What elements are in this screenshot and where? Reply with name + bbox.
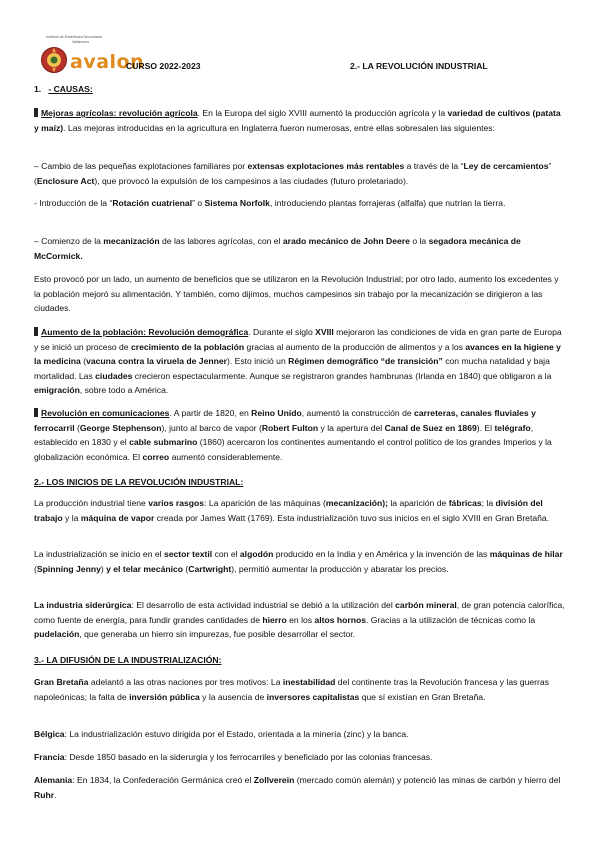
bold-text: inversores capitalistas [266, 691, 360, 702]
bold-text: inestabilidad [282, 677, 336, 687]
bold-text: La industria siderúrgica [34, 600, 132, 610]
bold-text: fábricas [448, 498, 482, 508]
text: . En la Europa del siglo XVIII aumentó la producción agrícola y la [197, 108, 448, 118]
brand-logo: avalon [70, 51, 145, 73]
text: ), que provocó la expulsión de los campesinos a las ciudades (futuro proletariado). [94, 175, 409, 186]
text: creada por James Watt (1769). Esta industrialización tuvo sus inicios en el siglo XVIII en Gran Bretaña. [154, 512, 550, 523]
paragraph-rotacion [34, 196, 566, 211]
bold-text: Reino Unido [251, 408, 302, 418]
paragraph-mecanizacion [34, 234, 566, 263]
bold-text: Régimen demográfico “de transición” [288, 356, 443, 367]
bold-text: mecanización [103, 236, 160, 246]
bold-text: algodón [239, 549, 274, 559]
text: . Gracias a la utilización de técnicas como la [366, 614, 536, 625]
bold-text: altos hornos [314, 614, 367, 625]
text: ( [183, 563, 189, 574]
text: : Desde 1850 basado en la siderurgia y los ferrocarriles y beneficiado por las colonias francesas. [64, 752, 433, 762]
text: ), junto al barco de vapor ( [161, 422, 262, 433]
text: gracias al aumento de la producción de alimentos y a los [244, 341, 466, 352]
section-number: 1. [34, 84, 42, 94]
text: - Introducción de la “ [34, 198, 113, 208]
subheading: Revolución en comunicaciones [41, 408, 170, 418]
unit-title: 2.- LA REVOLUCIÓN INDUSTRIAL [350, 61, 488, 71]
school-line-2: Valdemoro [72, 39, 90, 44]
bold-text: máquina de vapor [80, 512, 155, 523]
paragraph-belgica [34, 727, 566, 742]
text: , de gran potencia calorífica, como fuente de energía, para fundir grandes cantidades de [34, 600, 565, 625]
bold-text: segadora mecánica de McCormick. [34, 236, 521, 261]
bold-text: XVIII [315, 327, 334, 337]
text: o la [409, 236, 429, 246]
paragraph-consecuencias [34, 272, 566, 316]
bold-text: Francia [34, 752, 65, 762]
bold-text: ciudades [95, 370, 133, 381]
bold-text: Ruhr [34, 789, 55, 800]
bold-text: extensas explotaciones más rentables [247, 161, 405, 171]
paragraph-cercamientos [34, 159, 566, 188]
bold-text: Spinning Jenny [36, 563, 101, 574]
text: ). Esto inició un [226, 356, 289, 367]
bold-text: máquinas de hilar [489, 549, 563, 559]
bold-text: telégrafo [494, 422, 531, 433]
text: del continente tras la Revolución francesa y las guerras napoleónicas; la falta de [34, 677, 549, 702]
text: en los [286, 614, 315, 625]
text: la aparición de [388, 498, 449, 508]
text: : La aparición de las máquinas ( [204, 498, 326, 508]
text: ” ( [34, 161, 552, 186]
text: ( [34, 563, 37, 574]
paragraph-mejoras-agricolas [34, 106, 566, 135]
text: y la ausencia de [199, 691, 267, 702]
bold-text: división del trabajo [34, 498, 543, 523]
text: de las labores agrícolas, con el [159, 236, 283, 246]
bold-text: Sistema Norfolk [204, 198, 270, 208]
text: . [54, 789, 57, 800]
text: La industrialización se inicio en el [34, 549, 164, 559]
bold-text: sector textil [163, 549, 213, 559]
text: (1860) acercaron los continentes aumentando el control político de los grandes Imperios y la globalización económica. El [34, 437, 552, 462]
bold-text: hierro [262, 614, 287, 625]
text: , introduciendo plantas forrajeras (alfalfa) que nutrían la tierra. [269, 198, 506, 208]
text: La producción industrial tiene [34, 498, 149, 508]
section-heading-causas [34, 82, 566, 97]
text: ) [100, 563, 107, 574]
bullet-icon [34, 408, 38, 417]
paragraph-rasgos [34, 496, 566, 525]
text: – Comienzo de la [34, 236, 104, 246]
bold-text: Rotación cuatrienal [112, 198, 193, 208]
bold-text: Enclosure Act [36, 175, 95, 186]
paragraph-francia [34, 750, 566, 765]
text: producido en la India y en América y la invención de las [273, 549, 490, 559]
text: , que generaba un hierro sin impurezas, fue posible desarrollar el sector. [79, 629, 356, 640]
text: . A partir de 1820, en [169, 408, 252, 418]
bold-text: Ley de cercamientos [463, 161, 549, 171]
bold-text: Robert Fulton [261, 422, 319, 433]
section-title: - CAUSAS: [48, 84, 93, 94]
text: a través de la “ [404, 161, 464, 171]
paragraph-gran-bretana [34, 675, 566, 704]
school-name [46, 35, 136, 44]
paragraph-sector-textil [34, 547, 566, 576]
bold-text: arado mecánico de John Deere [282, 236, 410, 246]
bold-text: variedad de cultivos (patata y maíz) [34, 108, 561, 133]
bold-text: emigración [34, 385, 80, 396]
section-heading-inicios [34, 475, 566, 490]
bold-text: y el telar mecánico [106, 563, 184, 574]
subheading: Aumento de la población: Revolución demográfica [41, 327, 249, 337]
text: y la [62, 512, 81, 523]
school-logo-icon [40, 46, 68, 74]
text: , sobre todo a América. [79, 385, 169, 396]
text: ; la [481, 498, 496, 508]
paragraph-alemania [34, 773, 566, 802]
bold-text: Alemania [34, 775, 73, 785]
bold-text: crecimiento de la población [130, 341, 245, 352]
text: : La industrialización estuvo dirigida por el Estado, orientada a la minería (zinc) y la banca. [64, 729, 409, 739]
text: ( [74, 422, 80, 433]
text: ), permitió aumentar la producción y abaratar los precios. [231, 563, 449, 574]
text: – Cambio de las pequeñas explotaciones familiares por [34, 161, 248, 171]
bold-text: inversión pública [129, 691, 200, 702]
bold-text: George Stephenson [79, 422, 162, 433]
text: crecieron espectacularmente. Aunque se registraron grandes hambrunas (Irlanda en 1840) que obligaron a la [132, 370, 552, 381]
bold-text: pudelación [34, 629, 80, 640]
text: , aumentó la construcción de [301, 408, 415, 418]
bold-text: carreteras, canales fluviales y ferrocarril [34, 408, 536, 433]
bullet-icon [34, 108, 38, 117]
subheading: Mejoras agrícolas: revolución agrícola [41, 108, 198, 118]
paragraph-revolucion-demografica [34, 325, 566, 398]
text: aumentó considerablemente. [169, 451, 283, 462]
course-year: CURSO 2022-2023 [126, 61, 201, 71]
text: : El desarrollo de esta actividad industrial se debió a la utilización del [131, 600, 396, 610]
bold-text: correo [142, 451, 170, 462]
text: : En 1834, la Confederación Germánica creó el [72, 775, 254, 785]
text: con mucha natalidad y baja mortalidad. Las [34, 356, 550, 381]
text: . Las mejoras introducidas en la agricultura en Inglaterra fueron numerosas, entre ellas sobresalen las siguientes: [63, 122, 495, 133]
bullet-icon [34, 327, 38, 336]
text: , establecido en 1830 y el [34, 422, 534, 448]
bold-text: avances en la higiene y la medicina [34, 341, 561, 367]
section-heading-difusion [34, 653, 566, 668]
bold-text: Bélgica [34, 729, 65, 739]
bold-text: varios rasgos [148, 498, 205, 508]
bold-text: vacuna contra la viruela de Jenner [86, 356, 227, 367]
bold-text: carbón mineral [395, 600, 457, 610]
school-line-1: Instituto de Enseñanza Secundaria [46, 35, 102, 39]
text: ” o [192, 198, 205, 208]
text: que sí existían en Gran Bretaña. [359, 691, 486, 702]
bold-text: cable submarino [129, 437, 198, 448]
bold-text: Gran Bretaña [34, 677, 89, 687]
text: mejoraron las condiciones de vida en gran parte de Europa y se inició un proceso de [34, 327, 562, 352]
paragraph-comunicaciones [34, 406, 566, 464]
bold-text: Cartwright [188, 563, 232, 574]
text: (mercado común alemán) y potenció las minas de carbón y hierro del [294, 775, 561, 785]
text: Esto provocó por un lado, un aumento de beneficios que se utilizaron en la Revolución Industrial; por otro lado, aumento los excedentes y la población mejoró su alimentación. Y también, como dijimos, muchos campesinos sin trabajo por la mecanización se dirigieron a las ciudades. [34, 274, 559, 314]
text: . Durante el siglo [248, 327, 316, 337]
bold-text: mecanización); [325, 498, 388, 508]
text: y la apertura del [318, 422, 385, 433]
section-title: 3.- LA DIFUSIÓN DE LA INDUSTRIALIZACIÓN: [34, 655, 222, 665]
bold-text: Zollverein [253, 775, 295, 785]
text: ( [80, 356, 87, 367]
paragraph-siderurgia [34, 598, 566, 642]
text: adelantó a las otras naciones por tres motivos: La [88, 677, 283, 687]
text: ). El [476, 422, 495, 433]
section-title: 2.- LOS INICIOS DE LA REVOLUCIÓN INDUSTRIAL: [34, 477, 244, 487]
text: con el [212, 549, 240, 559]
bold-text: Canal de Suez en 1869 [384, 422, 477, 433]
